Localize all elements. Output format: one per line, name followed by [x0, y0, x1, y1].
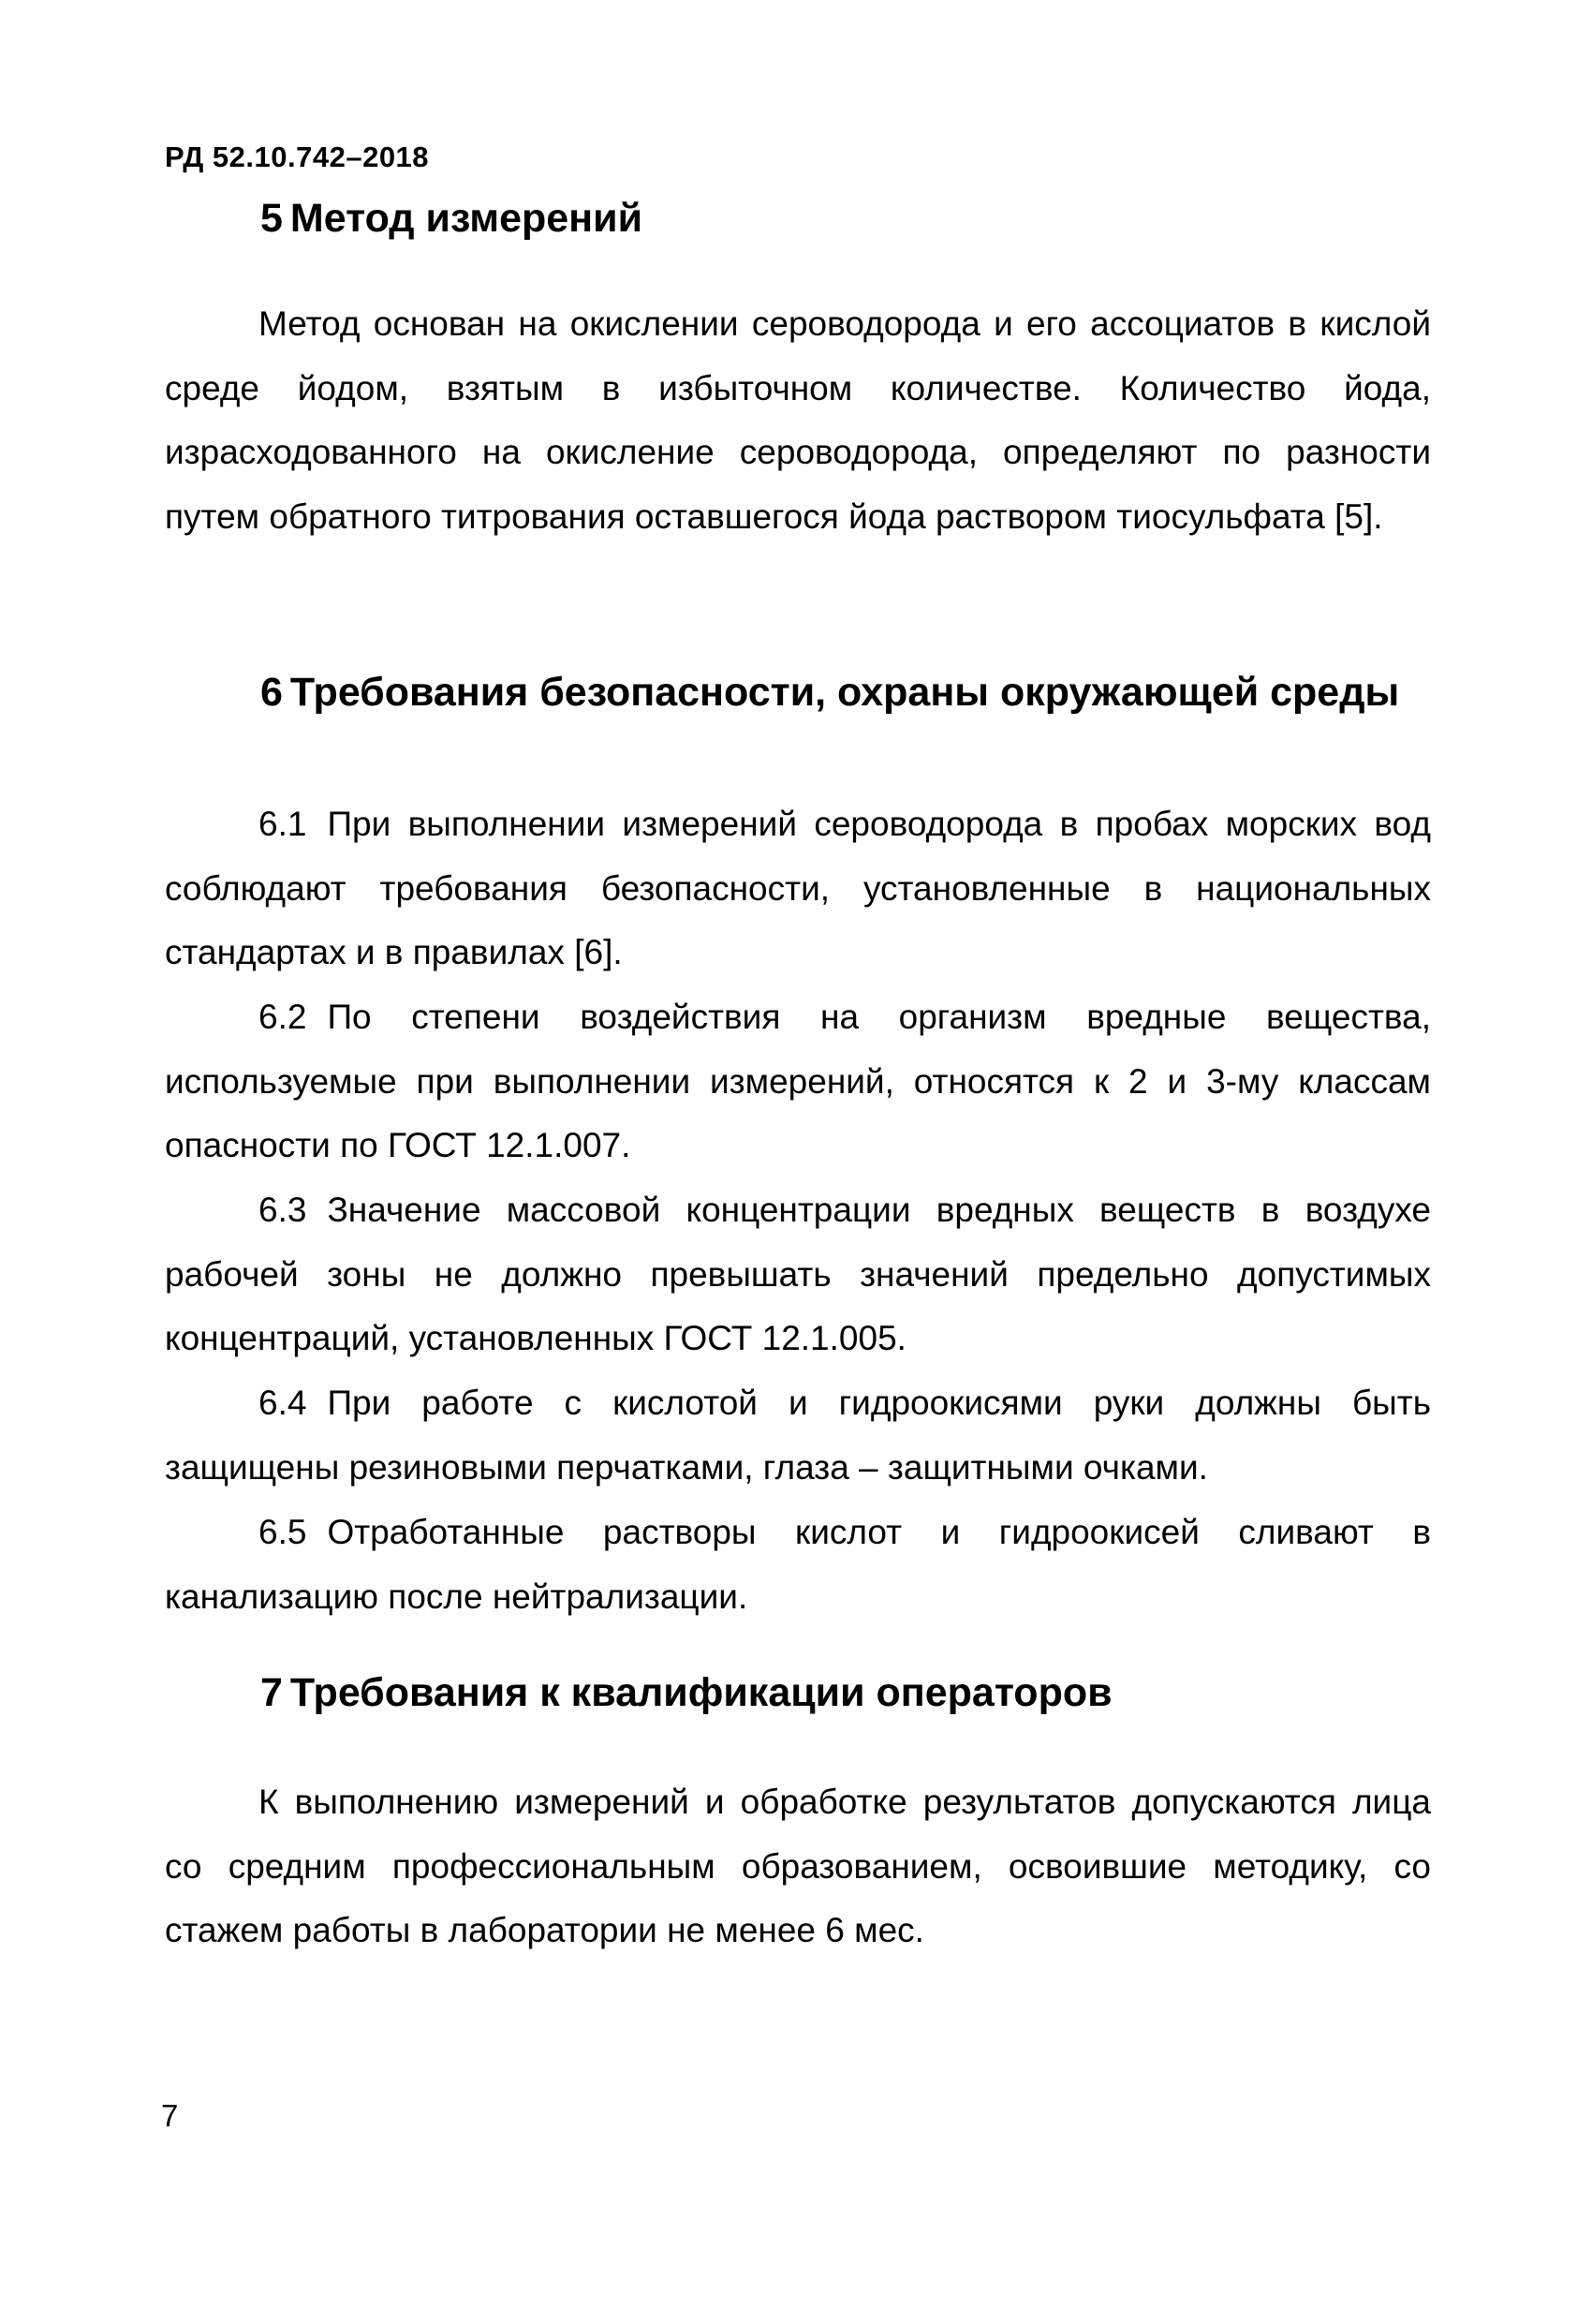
- section-7-paragraph: [165, 1770, 1431, 1963]
- section-5-number: 5: [260, 196, 283, 241]
- document-code: РД 52.10.742–2018: [165, 141, 430, 173]
- section-7-text: К выполнению измерений и обработке результатов допускаются лица со средним профессиональным образованием, освоившие методику, со стажем работы в лаборатории не менее 6 мес.: [165, 1783, 1431, 1949]
- section-7-heading: [165, 1662, 1429, 1724]
- section-7-title: Требования к квалификации операторов: [289, 1670, 1113, 1715]
- clause-6-5: [165, 1501, 1431, 1629]
- clause-number: 6.5: [258, 1513, 307, 1551]
- section-7-number: 7: [260, 1670, 283, 1715]
- clause-6-3: [165, 1178, 1431, 1371]
- clause-6-4: [165, 1371, 1431, 1500]
- section-5-paragraph: [165, 292, 1431, 549]
- clause-6-1: [165, 792, 1431, 985]
- clause-text: По степени воздействия на организм вредные вещества, используемые при выполнении измерений, относятся к 2 и 3-му классам опасности по ГОСТ 12.1.007.: [165, 998, 1431, 1164]
- clause-number: 6.4: [258, 1384, 307, 1422]
- clause-6-2: [165, 985, 1431, 1178]
- section-6-title: Требования безопасности, охраны окружающей среды: [289, 670, 1400, 715]
- clause-text: При выполнении измерений сероводорода в пробах морских вод соблюдают требования безопасности, установленные в национальных стандартах и в правилах [6].: [165, 805, 1431, 971]
- clause-number: 6.2: [258, 998, 307, 1036]
- page-number: 7: [161, 2098, 179, 2133]
- clause-text: Отработанные растворы кислот и гидроокисей сливают в канализацию после нейтрализации.: [165, 1513, 1431, 1616]
- section-5-text: Метод основан на окислении сероводорода и его ассоциатов в кислой среде йодом, взятым в избыточном количестве. Количество йода, израсходованного на окисление сероводорода, определяют по разности путем обратного титрования оставшегося йода раствором тиосульфата [5].: [165, 304, 1431, 536]
- clause-number: 6.1: [258, 805, 307, 843]
- clause-text: Значение массовой концентрации вредных веществ в воздухе рабочей зоны не должно превышать значений предельно допустимых концентраций, установленных ГОСТ 12.1.005.: [165, 1191, 1431, 1357]
- clause-text: При работе с кислотой и гидроокисями руки должны быть защищены резиновыми перчатками, глаза – защитными очками.: [165, 1384, 1431, 1487]
- section-5-title: Метод измерений: [289, 196, 643, 241]
- clause-number: 6.3: [258, 1191, 307, 1229]
- section-6-heading: [165, 661, 1429, 723]
- section-5-heading: [165, 187, 1429, 249]
- section-6-number: 6: [260, 670, 283, 715]
